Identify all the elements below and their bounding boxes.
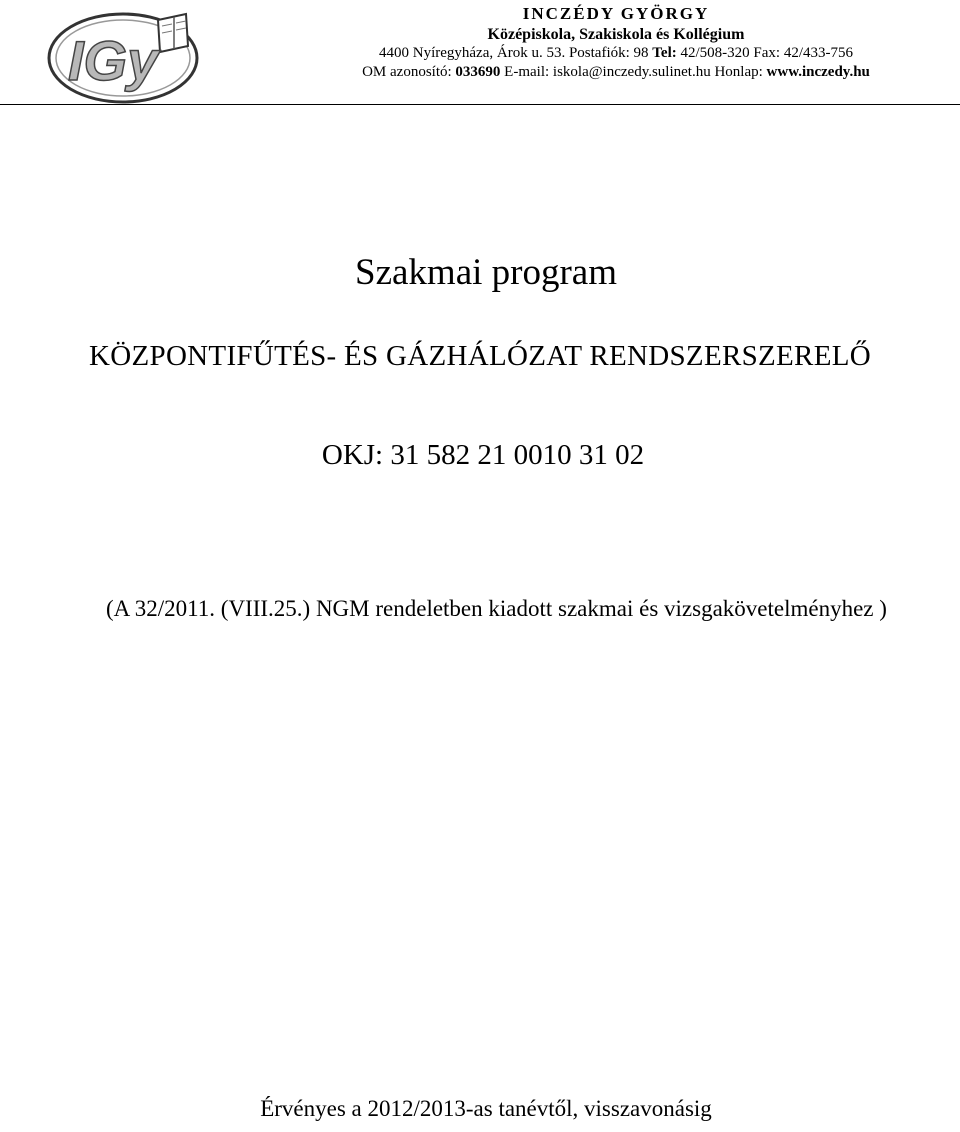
om-label: OM azonosító: [362,64,452,80]
address-text: 4400 Nyíregyháza, Árok u. 53. Postafiók: 98 [378,45,649,61]
tel-label: Tel: [652,45,677,61]
profession-title: KÖZPONTIFŰTÉS- ÉS GÁZHÁLÓZAT RENDSZERSZERELŐ [89,340,871,372]
om-value: 033690 [455,64,501,80]
school-type: Középiskola, Szakiskola és Kollégium [487,26,745,43]
school-name: INCZÉDY GYÖRGY [522,4,710,23]
validity-statement: Érvényes a 2012/2013-as tanévtől, visszavonásig [260,1096,712,1121]
web-label: Honlap: [714,64,763,80]
contact-line [300,63,932,82]
document-title: Szakmai program [355,252,617,293]
tel-value: 42/508-320 [680,45,750,61]
svg-text:IGy: IGy [68,29,159,92]
web-value: www.inczedy.hu [766,64,870,80]
regulation-reference: (A 32/2011. (VIII.25.) NGM rendeletben kiadott szakmai és vizsgakövetelményhez ) [106,596,887,621]
okj-code: OKJ: 31 582 21 0010 31 02 [321,439,645,471]
email-text: E-mail: iskola@inczedy.sulinet.hu [504,64,711,80]
fax-text: Fax: 42/433-756 [753,45,853,61]
address-line [300,44,932,63]
header-divider [0,104,960,105]
school-logo [46,6,204,106]
letterhead [300,3,932,82]
